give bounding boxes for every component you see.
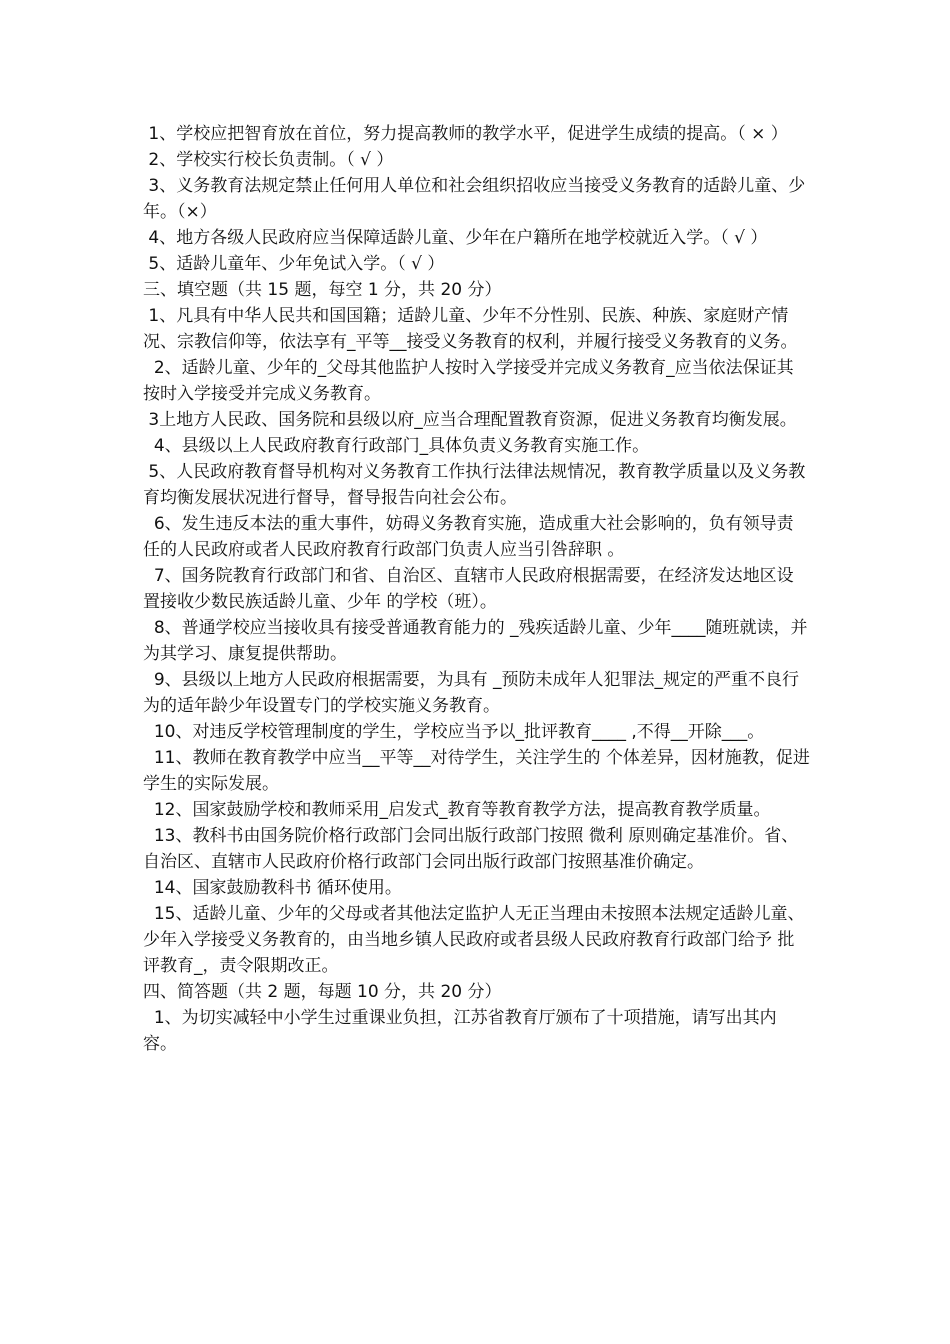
short-answer-heading: 四、简答题（共 2 题，每题 10 分，共 20 分） [143,982,502,1002]
fill-in-item-13: 13、教科书由国务院价格行政部门会同出版行政部门按照 微利 原则确定基准价。省、自治区、直辖市人民政府价格行政部门会同出版行政部门按照基准价确定。 [143,826,799,872]
fill-in-item-7: 7、国务院教育行政部门和省、自治区、直辖市人民政府根据需要，在经济发达地区设置接收少数民族适龄儿童、少年 的学校（班）。 [143,566,794,612]
fill-in-item-5: 5、人民政府教育督导机构对义务教育工作执行法律法规情况，教育教学质量以及义务教育均衡发展状况进行督导，督导报告向社会公布。 [143,462,806,508]
fill-in-item-14: 14、国家鼓励教科书 循环使用。 [143,878,402,898]
fill-in-item-1: 1、凡具有中华人民共和国国籍；适龄儿童、少年不分性别、民族、种族、家庭财产情况、宗教信仰等，依法享有_平等__接受义务教育的权利，并履行接受义务教育的义务。 [143,306,798,352]
judgement-item-3: 3、义务教育法规定禁止任何用人单位和社会组织招收应当接受义务教育的适龄儿童、少年。（×） [143,176,806,222]
fill-in-item-11: 11、教师在教育教学中应当__平等__对待学生，关注学生的 个体差异，因材施教，促进学生的实际发展。 [143,748,810,794]
fill-in-section [143,277,810,979]
fill-in-item-2: 2、适龄儿童、少年的_父母其他监护人按时入学接受并完成义务教育_应当依法保证其按时入学接受并完成义务教育。 [143,358,794,404]
judgement-item-2: 2、学校实行校长负责制。（ √ ） [143,150,394,170]
fill-in-heading: 三、填空题（共 15 题，每空 1 分，共 20 分） [143,280,502,300]
fill-in-item-12: 12、国家鼓励学校和教师采用_启发式_教育等教育教学方法，提高教育教学质量。 [143,800,771,820]
judgement-item-5: 5、适龄儿童年、少年免试入学。（ √ ） [143,254,445,274]
judgement-item-4: 4、地方各级人民政府应当保障适龄儿童、少年在户籍所在地学校就近入学。（ √ ） [143,228,768,248]
fill-in-item-10: 10、对违反学校管理制度的学生，学校应当予以_批评教育____ ,不得__开除___。 [143,722,765,742]
judgement-item-1: 1、学校应把智育放在首位，努力提高教师的教学水平，促进学生成绩的提高。（ × ） [143,124,788,144]
fill-in-item-3: 3上地方人民政、国务院和县级以府_应当合理配置教育资源，促进义务教育均衡发展。 [143,410,797,430]
fill-in-item-15: 15、适龄儿童、少年的父母或者其他法定监护人无正当理由未按照本法规定适龄儿童、少年入学接受义务教育的，由当地乡镇人民政府或者县级人民政府教育行政部门给予 批评教育_，责令限期改正。 [143,904,805,976]
fill-in-item-6: 6、发生违反本法的重大事件，妨碍义务教育实施，造成重大社会影响的，负有领导责任的人民政府或者人民政府教育行政部门负责人应当引咎辞职 。 [143,514,794,560]
judgement-section [143,121,810,277]
document-page [143,121,810,1057]
fill-in-item-9: 9、县级以上地方人民政府根据需要，为具有 _预防未成年人犯罪法_规定的严重不良行为的适年龄少年设置专门的学校实施义务教育。 [143,670,800,716]
fill-in-item-4: 4、县级以上人民政府教育行政部门_具体负责义务教育实施工作。 [143,436,650,456]
short-answer-item-1: 1、为切实减轻中小学生过重课业负担，江苏省教育厅颁布了十项措施，请写出其内容。 [143,1008,777,1054]
fill-in-item-8: 8、普通学校应当接收具有接受普通教育能力的 _残疾适龄儿童、少年____随班就读，并为其学习、康复提供帮助。 [143,618,808,664]
short-answer-section [143,979,810,1057]
